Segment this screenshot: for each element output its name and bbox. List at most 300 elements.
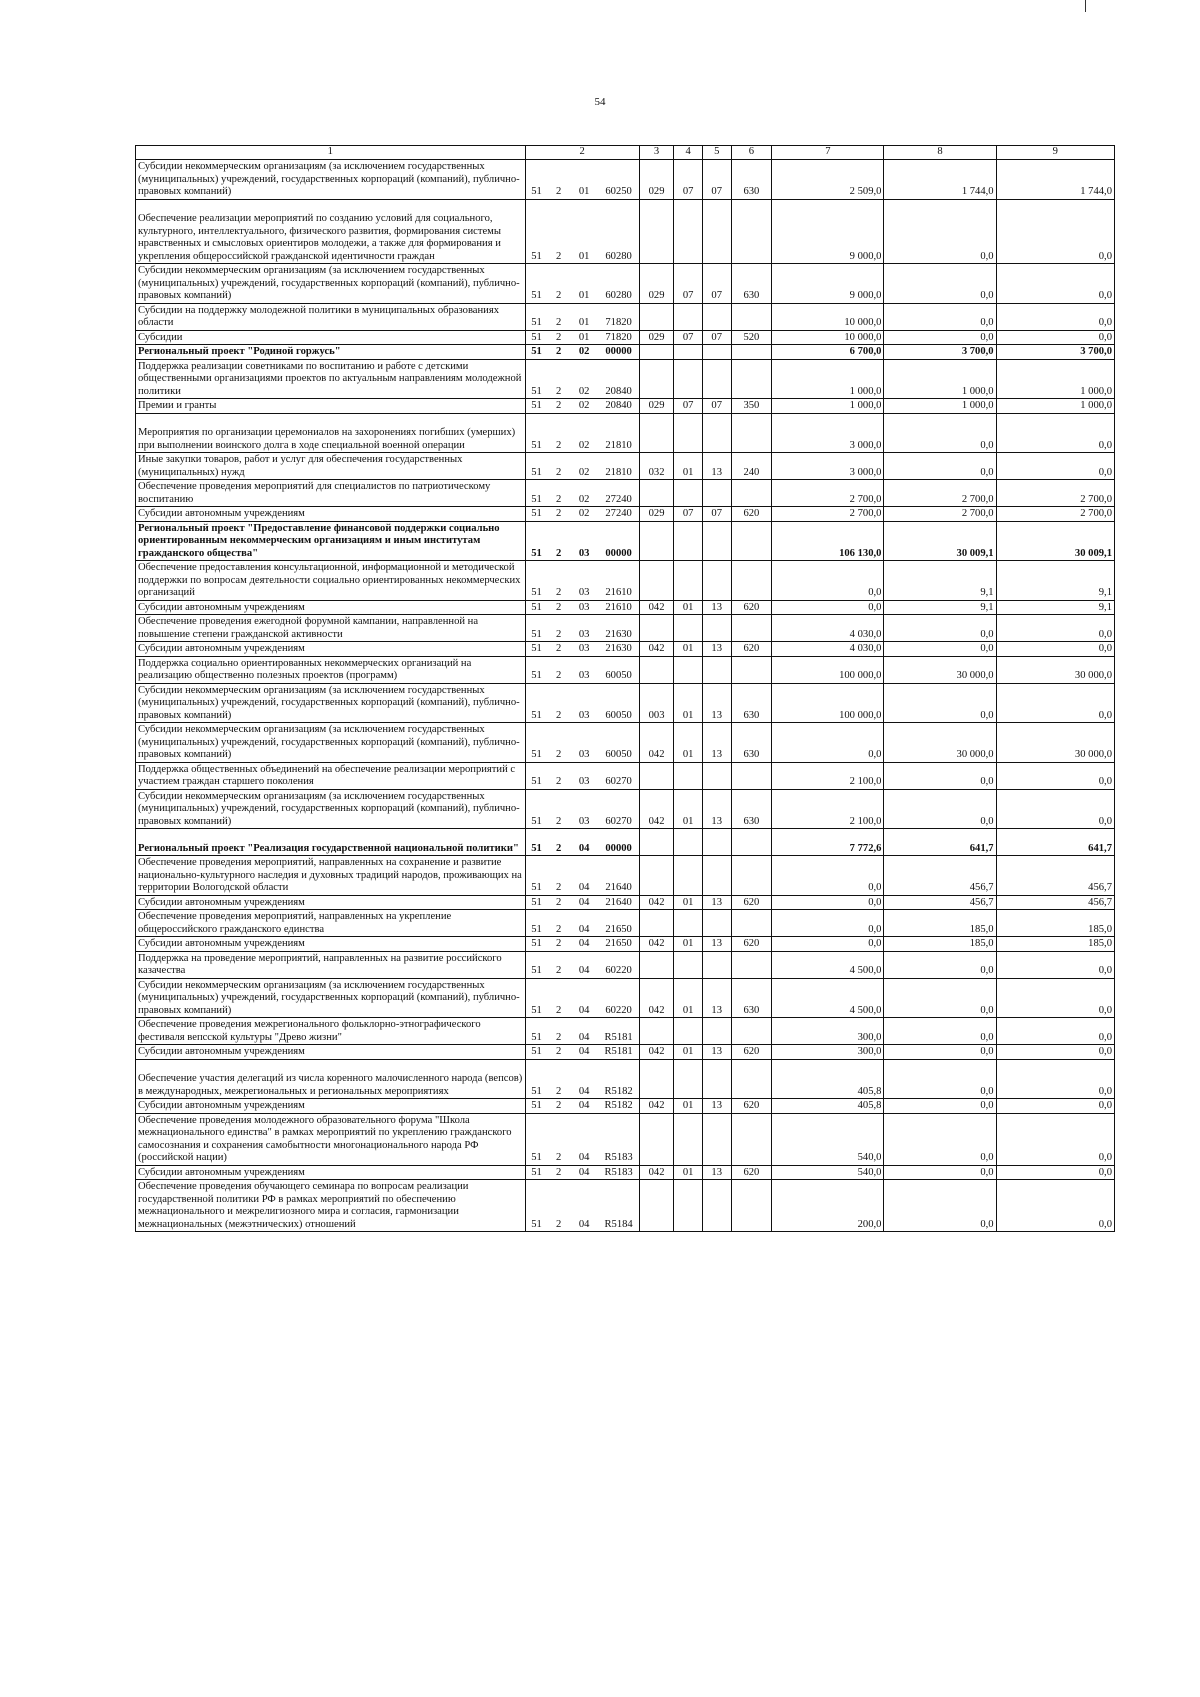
amount-col-7: 10 000,0 [772,303,884,330]
code-subsection [702,829,731,856]
amount-col-9: 0,0 [996,1165,1114,1180]
amount-col-8: 0,0 [884,1180,996,1232]
table-row [136,303,1115,330]
code-expense-type [731,656,772,683]
code-subprogram: 2 [547,895,569,910]
amount-col-9: 9,1 [996,561,1114,601]
code-direction: 21650 [598,910,639,937]
code-expense-type [731,303,772,330]
amount-col-9: 9,1 [996,600,1114,615]
code-subsection [702,1018,731,1045]
amount-col-9: 0,0 [996,1045,1114,1060]
header-col-4: 4 [674,146,703,160]
code-program: 51 [525,895,547,910]
code-direction: 00000 [598,345,639,360]
budget-table [135,145,1115,1232]
code-expense-type [731,615,772,642]
code-expense-type [731,951,772,978]
amount-col-8: 0,0 [884,789,996,829]
row-name: Субсидии автономным учреждениям [136,895,526,910]
row-name: Поддержка общественных объединений на обеспечение реализации мероприятий с участием граждан старшего поколения [136,762,526,789]
code-subsection [702,856,731,896]
amount-col-7: 2 700,0 [772,480,884,507]
amount-col-9: 1 000,0 [996,399,1114,414]
code-program: 51 [525,1059,547,1099]
amount-col-8: 30 000,0 [884,723,996,763]
row-name: Поддержка социально ориентированных некоммерческих организаций на реализацию общественно полезных проектов (программ) [136,656,526,683]
amount-col-8: 641,7 [884,829,996,856]
code-project: 04 [570,895,599,910]
code-section [674,413,703,453]
code-direction: 60050 [598,723,639,763]
code-expense-type: 620 [731,937,772,952]
amount-col-7: 1 000,0 [772,399,884,414]
table-row [136,615,1115,642]
amount-col-9: 185,0 [996,937,1114,952]
amount-col-8: 0,0 [884,978,996,1018]
table-row [136,160,1115,200]
code-expense-type: 630 [731,683,772,723]
code-project: 03 [570,521,599,561]
code-direction: 21810 [598,453,639,480]
code-direction: 60280 [598,199,639,264]
code-subprogram: 2 [547,480,569,507]
code-gov: 042 [639,789,674,829]
code-section: 01 [674,1165,703,1180]
amount-col-7: 10 000,0 [772,330,884,345]
code-section [674,1180,703,1232]
code-subprogram: 2 [547,561,569,601]
code-project: 04 [570,1099,599,1114]
table-row [136,600,1115,615]
code-section [674,521,703,561]
code-project: 02 [570,399,599,414]
code-subsection [702,615,731,642]
code-project: 02 [570,345,599,360]
amount-col-7: 6 700,0 [772,345,884,360]
code-direction: 27240 [598,480,639,507]
code-program: 51 [525,264,547,304]
code-expense-type: 630 [731,160,772,200]
code-project: 04 [570,978,599,1018]
code-program: 51 [525,399,547,414]
code-direction: 60050 [598,683,639,723]
code-expense-type: 620 [731,507,772,522]
row-name: Субсидии некоммерческим организациям (за исключением государственных (муниципальных) учреждений, государственных корпораций (компаний), публично-правовых компаний) [136,683,526,723]
code-section [674,910,703,937]
header-col-7: 7 [772,146,884,160]
code-project: 01 [570,303,599,330]
amount-col-7: 540,0 [772,1165,884,1180]
code-section [674,345,703,360]
code-expense-type [731,1018,772,1045]
code-subprogram: 2 [547,1018,569,1045]
code-gov [639,1018,674,1045]
amount-col-9: 2 700,0 [996,507,1114,522]
amount-col-9: 0,0 [996,1113,1114,1165]
row-name: Субсидии некоммерческим организациям (за исключением государственных (муниципальных) учреждений, государственных корпораций (компаний), публично-правовых компаний) [136,723,526,763]
amount-col-9: 185,0 [996,910,1114,937]
code-expense-type: 630 [731,264,772,304]
code-project: 04 [570,910,599,937]
code-section: 07 [674,160,703,200]
row-name: Обеспечение проведения молодежного образовательного форума "Школа межнационального единства" в рамках мероприятий по укреплению гражданского самосознания и сохранения самобытности многонационального народа РФ (российской нации) [136,1113,526,1165]
amount-col-9: 0,0 [996,1059,1114,1099]
code-section: 01 [674,600,703,615]
code-subsection [702,480,731,507]
amount-col-9: 30 009,1 [996,521,1114,561]
code-expense-type [731,521,772,561]
code-section: 07 [674,264,703,304]
code-direction: 60250 [598,160,639,200]
row-name: Обеспечение предоставления консультационной, информационной и методической поддержки по вопросам деятельности социально ориентированных некоммерческих организаций [136,561,526,601]
amount-col-7: 300,0 [772,1045,884,1060]
code-section [674,561,703,601]
code-gov: 029 [639,264,674,304]
table-row [136,642,1115,657]
code-project: 03 [570,683,599,723]
code-section [674,303,703,330]
code-section: 01 [674,789,703,829]
code-gov: 042 [639,1099,674,1114]
code-subprogram: 2 [547,856,569,896]
code-subsection: 13 [702,453,731,480]
code-section [674,1113,703,1165]
code-subprogram: 2 [547,951,569,978]
amount-col-8: 0,0 [884,303,996,330]
code-subprogram: 2 [547,683,569,723]
table-row [136,264,1115,304]
code-subsection: 07 [702,264,731,304]
code-direction: 60270 [598,762,639,789]
code-section [674,1018,703,1045]
row-name: Субсидии автономным учреждениям [136,1045,526,1060]
amount-col-9: 0,0 [996,264,1114,304]
code-program: 51 [525,829,547,856]
code-section [674,480,703,507]
code-direction: R5181 [598,1045,639,1060]
amount-col-8: 456,7 [884,895,996,910]
code-gov [639,1180,674,1232]
code-program: 51 [525,1165,547,1180]
amount-col-8: 456,7 [884,856,996,896]
amount-col-8: 30 000,0 [884,656,996,683]
header-col-2: 2 [525,146,639,160]
header-col-9: 9 [996,146,1114,160]
code-section: 01 [674,453,703,480]
code-section: 01 [674,978,703,1018]
code-program: 51 [525,856,547,896]
code-program: 51 [525,199,547,264]
amount-col-7: 9 000,0 [772,199,884,264]
amount-col-7: 0,0 [772,937,884,952]
amount-col-7: 0,0 [772,910,884,937]
code-gov: 042 [639,1045,674,1060]
table-row [136,521,1115,561]
code-expense-type: 620 [731,600,772,615]
row-name: Региональный проект "Реализация государственной национальной политики" [136,829,526,856]
code-gov [639,561,674,601]
code-direction: 60220 [598,978,639,1018]
code-gov [639,856,674,896]
amount-col-7: 4 500,0 [772,951,884,978]
code-gov [639,521,674,561]
amount-col-7: 3 000,0 [772,413,884,453]
code-subprogram: 2 [547,359,569,399]
code-project: 04 [570,829,599,856]
amount-col-8: 0,0 [884,453,996,480]
code-section: 01 [674,895,703,910]
code-expense-type: 620 [731,1099,772,1114]
code-program: 51 [525,1018,547,1045]
code-direction: 20840 [598,359,639,399]
code-project: 03 [570,762,599,789]
code-subsection: 07 [702,160,731,200]
code-section: 07 [674,399,703,414]
table-row [136,1180,1115,1232]
code-program: 51 [525,521,547,561]
code-gov: 042 [639,937,674,952]
code-gov [639,199,674,264]
code-expense-type [731,359,772,399]
code-subprogram: 2 [547,762,569,789]
amount-col-8: 0,0 [884,199,996,264]
code-subprogram: 2 [547,1113,569,1165]
code-subsection [702,1113,731,1165]
code-section: 01 [674,937,703,952]
code-subprogram: 2 [547,345,569,360]
row-name: Обеспечение проведения мероприятий, направленных на сохранение и развитие национально-культурного наследия и духовных традиций народов, проживающих на территории Вологодской области [136,856,526,896]
table-row [136,951,1115,978]
header-col-6: 6 [731,146,772,160]
amount-col-9: 0,0 [996,1018,1114,1045]
code-project: 04 [570,1165,599,1180]
code-direction: 60050 [598,656,639,683]
code-gov: 042 [639,642,674,657]
code-program: 51 [525,507,547,522]
code-section: 01 [674,642,703,657]
code-program: 51 [525,160,547,200]
header-col-1: 1 [136,146,526,160]
code-subsection: 13 [702,895,731,910]
row-name: Субсидии некоммерческим организациям (за исключением государственных (муниципальных) учреждений, государственных корпораций (компаний), публично-правовых компаний) [136,160,526,200]
code-gov [639,303,674,330]
code-expense-type [731,199,772,264]
code-expense-type [731,1059,772,1099]
code-expense-type [731,561,772,601]
amount-col-8: 185,0 [884,910,996,937]
amount-col-8: 1 000,0 [884,399,996,414]
code-expense-type: 620 [731,895,772,910]
row-name: Обеспечение участия делегаций из числа коренного малочисленного народа (вепсов) в международных, межрегиональных и региональных мероприятиях [136,1059,526,1099]
code-subprogram: 2 [547,615,569,642]
code-subprogram: 2 [547,303,569,330]
code-program: 51 [525,561,547,601]
code-direction: 60220 [598,951,639,978]
code-program: 51 [525,789,547,829]
code-gov [639,359,674,399]
code-gov: 032 [639,453,674,480]
code-subsection: 13 [702,723,731,763]
row-name: Поддержка реализации советниками по воспитанию и работе с детскими общественными организациями проектов по актуальным направлениям молодежной политики [136,359,526,399]
code-direction: 21610 [598,561,639,601]
code-program: 51 [525,762,547,789]
code-direction: 60270 [598,789,639,829]
code-expense-type: 630 [731,978,772,1018]
table-row [136,1165,1115,1180]
amount-col-8: 2 700,0 [884,480,996,507]
code-subprogram: 2 [547,507,569,522]
table-row [136,359,1115,399]
code-direction: R5182 [598,1099,639,1114]
code-subsection [702,413,731,453]
code-gov: 029 [639,507,674,522]
code-project: 03 [570,642,599,657]
code-subprogram: 2 [547,910,569,937]
table-body [136,160,1115,1232]
amount-col-8: 0,0 [884,615,996,642]
table-row [136,1099,1115,1114]
code-expense-type [731,1113,772,1165]
table-row [136,1113,1115,1165]
code-subsection: 13 [702,1165,731,1180]
code-section [674,656,703,683]
code-subsection [702,561,731,601]
code-subprogram: 2 [547,1099,569,1114]
code-program: 51 [525,723,547,763]
amount-col-7: 200,0 [772,1180,884,1232]
row-name: Обеспечение проведения мероприятий для специалистов по патриотическому воспитанию [136,480,526,507]
amount-col-8: 0,0 [884,413,996,453]
code-project: 03 [570,615,599,642]
amount-col-7: 405,8 [772,1099,884,1114]
code-direction: R5184 [598,1180,639,1232]
code-expense-type: 630 [731,789,772,829]
amount-col-7: 2 100,0 [772,789,884,829]
code-subprogram: 2 [547,521,569,561]
code-program: 51 [525,1180,547,1232]
amount-col-9: 0,0 [996,978,1114,1018]
row-name: Обеспечение проведения мероприятий, направленных на укрепление общероссийского гражданского единства [136,910,526,937]
amount-col-8: 0,0 [884,1059,996,1099]
code-project: 01 [570,330,599,345]
amount-col-8: 0,0 [884,642,996,657]
code-section [674,951,703,978]
code-project: 03 [570,789,599,829]
amount-col-7: 405,8 [772,1059,884,1099]
code-direction: R5183 [598,1113,639,1165]
code-project: 02 [570,507,599,522]
code-gov: 042 [639,895,674,910]
code-gov [639,1059,674,1099]
code-program: 51 [525,480,547,507]
row-name: Субсидии на поддержку молодежной политики в муниципальных образованиях области [136,303,526,330]
amount-col-7: 0,0 [772,600,884,615]
code-subsection [702,762,731,789]
code-direction: 21630 [598,615,639,642]
amount-col-8: 2 700,0 [884,507,996,522]
code-subprogram: 2 [547,399,569,414]
amount-col-9: 641,7 [996,829,1114,856]
row-name: Субсидии автономным учреждениям [136,1099,526,1114]
code-gov: 029 [639,160,674,200]
amount-col-7: 2 100,0 [772,762,884,789]
code-subsection [702,521,731,561]
code-program: 51 [525,330,547,345]
code-section [674,359,703,399]
code-project: 02 [570,453,599,480]
code-expense-type [731,762,772,789]
row-name: Субсидии некоммерческим организациям (за исключением государственных (муниципальных) учреждений, государственных корпораций (компаний), публично-правовых компаний) [136,264,526,304]
header-row [136,146,1115,160]
code-program: 51 [525,683,547,723]
code-subsection [702,199,731,264]
code-project: 03 [570,561,599,601]
table-row [136,789,1115,829]
table-row [136,330,1115,345]
row-name: Мероприятия по организации церемониалов на захоронениях погибших (умерших) при выполнении воинского долга в ходе специальной военной операции [136,413,526,453]
amount-col-9: 30 000,0 [996,656,1114,683]
code-subprogram: 2 [547,600,569,615]
code-gov: 029 [639,399,674,414]
code-project: 01 [570,199,599,264]
code-project: 01 [570,264,599,304]
code-subprogram: 2 [547,789,569,829]
code-direction: R5183 [598,1165,639,1180]
code-subsection: 13 [702,642,731,657]
code-gov [639,762,674,789]
code-subsection [702,656,731,683]
code-program: 51 [525,413,547,453]
code-gov [639,829,674,856]
code-expense-type [731,910,772,937]
code-program: 51 [525,656,547,683]
code-program: 51 [525,1113,547,1165]
code-project: 04 [570,1180,599,1232]
amount-col-9: 0,0 [996,762,1114,789]
code-section: 01 [674,1099,703,1114]
code-section [674,1059,703,1099]
code-gov [639,951,674,978]
row-name: Субсидии автономным учреждениям [136,600,526,615]
table-row [136,507,1115,522]
code-gov [639,345,674,360]
table-row [136,762,1115,789]
code-subsection [702,910,731,937]
table-row [136,723,1115,763]
amount-col-7: 2 509,0 [772,160,884,200]
code-subsection [702,1180,731,1232]
table-row [136,1045,1115,1060]
code-expense-type: 350 [731,399,772,414]
code-section [674,829,703,856]
code-direction: 60280 [598,264,639,304]
code-section [674,762,703,789]
row-name: Поддержка на проведение мероприятий, направленных на развитие российского казачества [136,951,526,978]
amount-col-8: 0,0 [884,1113,996,1165]
row-name: Субсидии [136,330,526,345]
amount-col-9: 0,0 [996,330,1114,345]
amount-col-9: 0,0 [996,413,1114,453]
amount-col-7: 4 500,0 [772,978,884,1018]
amount-col-7: 2 700,0 [772,507,884,522]
amount-col-9: 0,0 [996,1099,1114,1114]
row-name: Субсидии автономным учреждениям [136,642,526,657]
table-row [136,829,1115,856]
table-row [136,199,1115,264]
code-program: 51 [525,615,547,642]
code-direction: 21810 [598,413,639,453]
